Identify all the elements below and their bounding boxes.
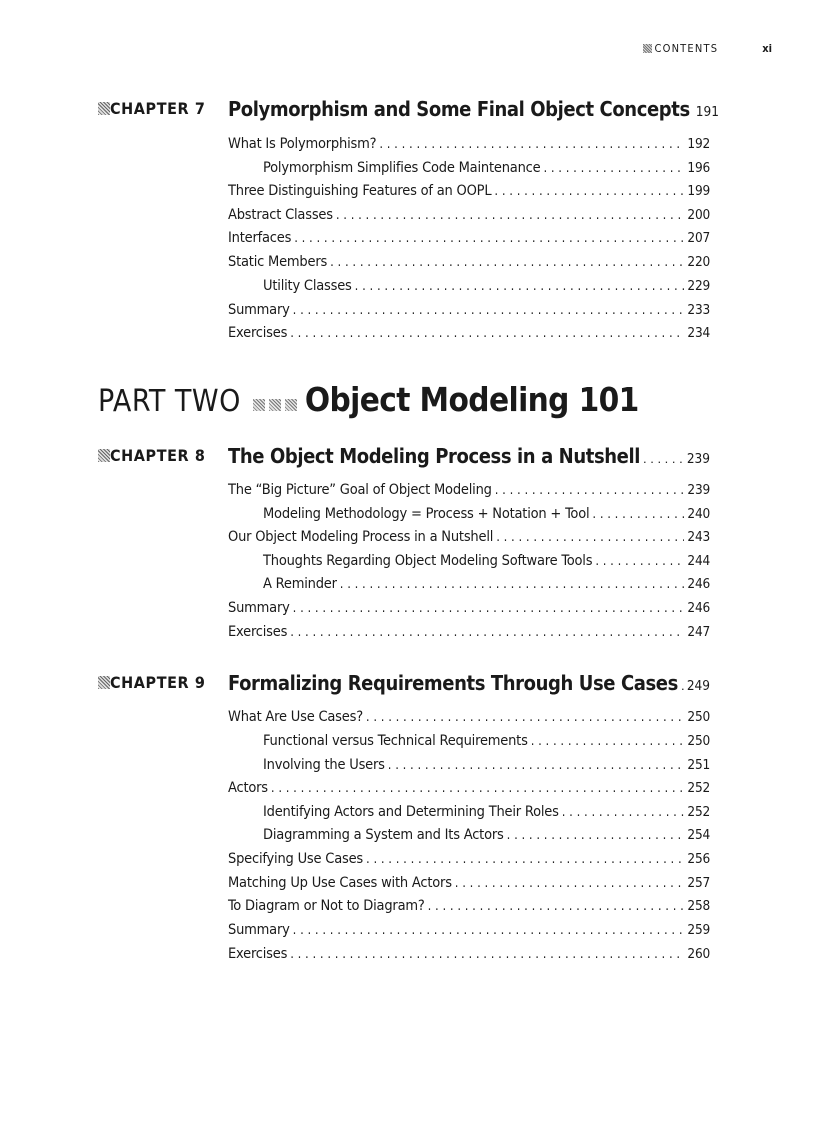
toc-entry[interactable] <box>228 709 710 731</box>
entry-title: Static Members <box>228 254 328 270</box>
entry-page: 250 <box>687 709 710 725</box>
entry-page: 240 <box>687 506 710 522</box>
leader-dots <box>290 625 684 640</box>
toc-entry[interactable] <box>228 624 710 646</box>
entry-page: 243 <box>687 529 710 545</box>
entry-title: Utility Classes <box>263 278 352 294</box>
leader-dots <box>681 678 684 693</box>
chapter-page: 239 <box>686 451 710 467</box>
leader-dots <box>494 184 684 199</box>
toc-entry[interactable] <box>228 922 710 944</box>
toc-subentry[interactable] <box>263 553 710 575</box>
toc-entry[interactable] <box>228 207 710 229</box>
toc-entry[interactable] <box>228 780 710 802</box>
entry-page: 244 <box>687 553 710 569</box>
leader-dots <box>562 805 685 820</box>
leader-dots <box>496 530 684 545</box>
entry-title: Modeling Methodology = Process + Notation + Tool <box>263 506 590 522</box>
leader-dots <box>507 828 685 843</box>
entry-title: Actors <box>228 780 268 796</box>
chapter-9-heading[interactable] <box>98 671 710 695</box>
entry-page: 247 <box>687 624 710 640</box>
entry-title: A Reminder <box>263 576 337 592</box>
chapter-title: Polymorphism and Some Final Object Concepts <box>228 97 690 121</box>
entry-page: 257 <box>687 875 710 891</box>
toc-subentry[interactable] <box>263 160 710 182</box>
leader-dots <box>388 758 685 773</box>
entry-page: 200 <box>687 207 710 223</box>
entry-page: 246 <box>687 576 710 592</box>
entry-title: What Are Use Cases? <box>228 709 363 725</box>
bullet-square-icon <box>98 449 110 462</box>
toc-entry[interactable] <box>228 600 710 622</box>
chapter-label: CHAPTER 9 <box>98 673 205 692</box>
leader-dots <box>366 852 684 867</box>
entry-title: Functional versus Technical Requirements <box>263 733 528 749</box>
toc-entry[interactable] <box>228 529 710 551</box>
leader-dots <box>336 208 685 223</box>
part-title: Object Modeling 101 <box>304 380 639 419</box>
leader-dots <box>595 554 684 569</box>
leader-dots <box>592 507 684 522</box>
chapter-label: CHAPTER 7 <box>98 99 205 118</box>
bullet-square-icon <box>98 676 110 689</box>
part-heading <box>98 380 639 424</box>
entry-page: 252 <box>687 780 710 796</box>
entry-title: Exercises <box>228 624 288 640</box>
entry-title: Specifying Use Cases <box>228 851 364 867</box>
entry-title: Exercises <box>228 946 288 962</box>
bullet-square-icon <box>643 44 652 53</box>
running-header <box>643 42 772 55</box>
leader-dots <box>290 326 684 341</box>
entry-page: 246 <box>687 600 710 616</box>
leader-dots <box>543 161 684 176</box>
leader-dots <box>366 710 685 725</box>
toc-entry[interactable] <box>228 230 710 252</box>
entry-title: What Is Polymorphism? <box>228 136 377 152</box>
running-header-section: CONTENTS <box>654 42 719 55</box>
entry-page: 259 <box>687 922 710 938</box>
entry-title: The “Big Picture” Goal of Object Modeling <box>228 482 492 498</box>
toc-entry[interactable] <box>228 875 710 897</box>
entry-page: 207 <box>687 230 710 246</box>
entry-page: 234 <box>687 325 710 341</box>
toc-entry[interactable] <box>228 136 710 158</box>
toc-subentry[interactable] <box>263 733 710 755</box>
chapter-label: CHAPTER 8 <box>98 446 205 465</box>
toc-subentry[interactable] <box>263 804 710 826</box>
toc-entry[interactable] <box>228 325 710 347</box>
toc-subentry[interactable] <box>263 827 710 849</box>
toc-subentry[interactable] <box>263 506 710 528</box>
toc-entry[interactable] <box>228 183 710 205</box>
leader-dots <box>355 279 685 294</box>
leader-dots <box>495 483 685 498</box>
entry-page: 251 <box>687 757 710 773</box>
entry-page: 258 <box>687 898 710 914</box>
leader-dots <box>531 734 685 749</box>
entry-page: 250 <box>687 733 710 749</box>
leader-dots <box>643 451 684 466</box>
chapter-page: 191 <box>695 104 719 120</box>
entry-title: Polymorphism Simplifies Code Maintenance <box>263 160 541 176</box>
toc-subentry[interactable] <box>263 757 710 779</box>
entry-title: Our Object Modeling Process in a Nutshell <box>228 529 494 545</box>
entry-page: 239 <box>687 482 710 498</box>
entry-page: 260 <box>687 946 710 962</box>
entry-title: Identifying Actors and Determining Their Roles <box>263 804 559 820</box>
entry-title: Involving the Users <box>263 757 385 773</box>
entry-title: Exercises <box>228 325 288 341</box>
toc-entry[interactable] <box>228 302 710 324</box>
chapter-8-heading[interactable] <box>98 444 710 468</box>
toc-subentry[interactable] <box>263 576 710 598</box>
leader-dots <box>271 781 685 796</box>
leader-dots <box>290 947 684 962</box>
chapter-title: The Object Modeling Process in a Nutshell <box>228 444 641 468</box>
entry-title: Abstract Classes <box>228 207 333 223</box>
entry-page: 196 <box>687 160 710 176</box>
entry-page: 254 <box>687 827 710 843</box>
leader-dots <box>455 876 685 891</box>
entry-page: 192 <box>687 136 710 152</box>
toc-entry[interactable] <box>228 898 710 920</box>
toc-entry[interactable] <box>228 946 710 968</box>
leader-dots <box>340 577 685 592</box>
entry-page: 252 <box>687 804 710 820</box>
leader-dots <box>293 303 685 318</box>
toc-subentry[interactable] <box>263 278 710 300</box>
separator-squares-icon <box>253 399 297 411</box>
bullet-square-icon <box>98 102 110 115</box>
entry-title: Summary <box>228 922 290 938</box>
toc-entry[interactable] <box>228 851 710 873</box>
entry-title: Thoughts Regarding Object Modeling Software Tools <box>263 553 593 569</box>
part-label: PART TWO <box>98 384 241 419</box>
entry-title: Interfaces <box>228 230 292 246</box>
entry-title: Summary <box>228 600 290 616</box>
entry-title: Diagramming a System and Its Actors <box>263 827 504 843</box>
entry-title: Three Distinguishing Features of an OOPL <box>228 183 492 199</box>
leader-dots <box>379 137 684 152</box>
toc-entry[interactable] <box>228 254 710 276</box>
chapter-title: Formalizing Requirements Through Use Cases <box>228 671 678 695</box>
entry-page: 220 <box>687 254 710 270</box>
chapter-page: 249 <box>686 678 710 694</box>
toc-entry[interactable] <box>228 482 710 504</box>
entry-page: 229 <box>687 278 710 294</box>
entry-title: Summary <box>228 302 290 318</box>
leader-dots <box>293 601 685 616</box>
chapter-7-heading[interactable] <box>98 97 719 121</box>
entry-title: To Diagram or Not to Diagram? <box>228 898 425 914</box>
leader-dots <box>293 923 685 938</box>
entry-page: 256 <box>687 851 710 867</box>
leader-dots <box>428 899 685 914</box>
entry-page: 199 <box>687 183 710 199</box>
page-number: xi <box>762 42 772 55</box>
leader-dots <box>294 231 684 246</box>
entry-title: Matching Up Use Cases with Actors <box>228 875 452 891</box>
leader-dots <box>330 255 684 270</box>
entry-page: 233 <box>687 302 710 318</box>
